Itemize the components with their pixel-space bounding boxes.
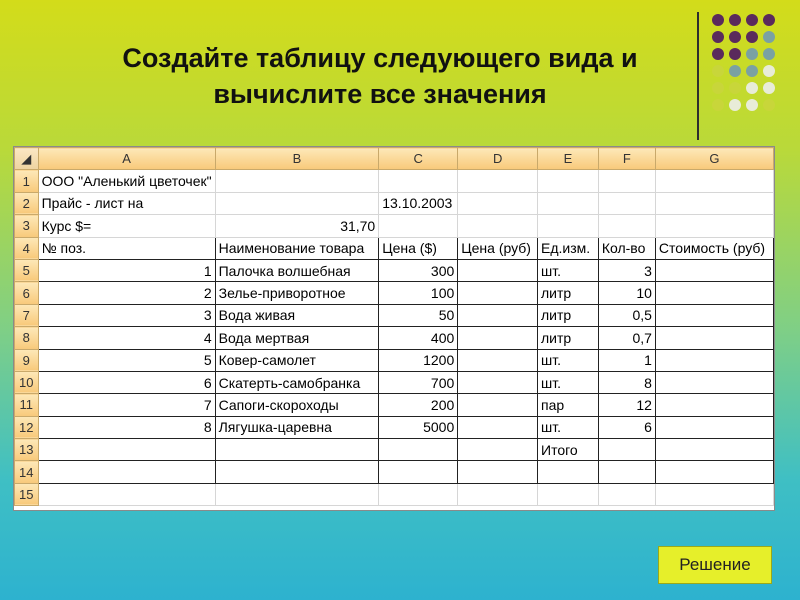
row-header: 4 (15, 237, 39, 259)
table-cell: 6 (598, 416, 655, 438)
table-row (15, 282, 774, 304)
table-row (15, 304, 774, 326)
table-cell (458, 439, 538, 461)
decorative-dot (746, 31, 758, 43)
table-cell (458, 170, 538, 192)
table-cell (598, 215, 655, 237)
table-cell: 700 (379, 371, 458, 393)
spreadsheet-table (14, 147, 774, 506)
table-cell (655, 304, 773, 326)
table-cell (655, 170, 773, 192)
table-cell: 200 (379, 394, 458, 416)
spreadsheet-image (13, 146, 775, 511)
table-cell: 8 (598, 371, 655, 393)
table-cell: 7 (38, 394, 215, 416)
row-header: 10 (15, 371, 39, 393)
table-cell (215, 483, 379, 505)
row-header: 13 (15, 439, 39, 461)
slide-title-line1: Создайте таблицу следующего вида и (122, 43, 638, 73)
table-cell (458, 349, 538, 371)
row-header: 12 (15, 416, 39, 438)
table-row (15, 259, 774, 281)
decorative-dot (729, 14, 741, 26)
table-cell: 300 (379, 259, 458, 281)
table-cell: 13.10.2003 (379, 192, 458, 214)
table-cell (538, 215, 599, 237)
table-cell: шт. (538, 416, 599, 438)
table-cell: шт. (538, 259, 599, 281)
table-cell: шт. (538, 371, 599, 393)
table-cell: 8 (38, 416, 215, 438)
table-cell: 10 (598, 282, 655, 304)
decorative-dot (746, 99, 758, 111)
decorative-dot (763, 99, 775, 111)
table-cell: шт. (538, 349, 599, 371)
table-cell: Цена ($) (379, 237, 458, 259)
table-cell: Курс $= (38, 215, 215, 237)
row-header: 11 (15, 394, 39, 416)
table-cell (538, 483, 599, 505)
table-row (15, 483, 774, 505)
decorative-dot (712, 31, 724, 43)
table-cell (598, 170, 655, 192)
table-cell (215, 170, 379, 192)
table-row (15, 170, 774, 192)
column-header: B (215, 148, 379, 170)
decorative-dot (746, 48, 758, 60)
table-cell: 1 (38, 259, 215, 281)
table-cell (655, 349, 773, 371)
table-row (15, 394, 774, 416)
table-cell (655, 282, 773, 304)
table-cell: литр (538, 327, 599, 349)
table-cell: 1200 (379, 349, 458, 371)
table-cell (458, 394, 538, 416)
row-header: 9 (15, 349, 39, 371)
decorative-dot (746, 82, 758, 94)
table-cell: литр (538, 282, 599, 304)
table-cell: Вода мертвая (215, 327, 379, 349)
decorative-dot (763, 48, 775, 60)
column-header: E (538, 148, 599, 170)
table-cell (655, 327, 773, 349)
table-cell: Итого (538, 439, 599, 461)
table-row (15, 237, 774, 259)
table-cell (655, 483, 773, 505)
table-cell (598, 439, 655, 461)
table-cell (458, 371, 538, 393)
decorative-dot (763, 14, 775, 26)
table-cell (655, 371, 773, 393)
table-cell: Зелье-приворотное (215, 282, 379, 304)
table-row (15, 439, 774, 461)
table-cell: Лягушка-царевна (215, 416, 379, 438)
table-cell: 1 (598, 349, 655, 371)
decorative-divider (697, 12, 699, 140)
table-cell (38, 439, 215, 461)
table-cell: 4 (38, 327, 215, 349)
table-cell: Ед.изм. (538, 237, 599, 259)
table-cell: 5000 (379, 416, 458, 438)
table-cell: 6 (38, 371, 215, 393)
table-row (15, 215, 774, 237)
table-cell: Прайс - лист на (38, 192, 215, 214)
table-row (15, 371, 774, 393)
table-cell: 400 (379, 327, 458, 349)
table-cell: пар (538, 394, 599, 416)
table-cell (655, 439, 773, 461)
table-cell: 50 (379, 304, 458, 326)
table-cell (379, 439, 458, 461)
table-cell (655, 416, 773, 438)
decorative-dot (712, 65, 724, 77)
table-cell (215, 439, 379, 461)
table-cell: Вода живая (215, 304, 379, 326)
table-cell (538, 170, 599, 192)
decorative-dot (712, 99, 724, 111)
table-cell: Скатерть-самобранка (215, 371, 379, 393)
decorative-dot (763, 31, 775, 43)
table-cell (655, 394, 773, 416)
decorative-dot (729, 82, 741, 94)
decorative-dot (746, 14, 758, 26)
column-header: A (38, 148, 215, 170)
table-cell (458, 483, 538, 505)
table-cell: Ковер-самолет (215, 349, 379, 371)
table-cell: 0,7 (598, 327, 655, 349)
table-cell: № поз. (38, 237, 215, 259)
table-cell: ООО "Аленький цветочек" (38, 170, 215, 192)
table-cell (379, 461, 458, 483)
decorative-dot (712, 14, 724, 26)
table-cell (458, 259, 538, 281)
decorative-dot (763, 65, 775, 77)
table-cell (458, 215, 538, 237)
column-header: G (655, 148, 773, 170)
decorative-dot (729, 65, 741, 77)
table-cell (379, 483, 458, 505)
table-cell: 2 (38, 282, 215, 304)
table-cell: Стоимость (руб) (655, 237, 773, 259)
row-header: 7 (15, 304, 39, 326)
table-cell: Наименование товара (215, 237, 379, 259)
decorative-dot (763, 82, 775, 94)
table-cell (655, 192, 773, 214)
row-header: 5 (15, 259, 39, 281)
table-cell: Цена (руб) (458, 237, 538, 259)
row-header: 8 (15, 327, 39, 349)
table-cell (655, 215, 773, 237)
table-row (15, 327, 774, 349)
table-cell (538, 192, 599, 214)
table-cell: Палочка волшебная (215, 259, 379, 281)
table-cell (458, 192, 538, 214)
table-cell (38, 461, 215, 483)
table-cell (38, 483, 215, 505)
table-cell (379, 215, 458, 237)
table-row (15, 349, 774, 371)
table-cell (458, 416, 538, 438)
table-cell: Сапоги-скороходы (215, 394, 379, 416)
decorative-dot (712, 48, 724, 60)
row-header: 2 (15, 192, 39, 214)
table-cell (598, 461, 655, 483)
decorative-dot (729, 31, 741, 43)
table-cell (598, 192, 655, 214)
table-cell (215, 192, 379, 214)
decorative-dot (729, 48, 741, 60)
table-row (15, 416, 774, 438)
table-cell: 3 (38, 304, 215, 326)
table-cell: 3 (598, 259, 655, 281)
table-cell (655, 461, 773, 483)
table-cell: Кол-во (598, 237, 655, 259)
row-header: 14 (15, 461, 39, 483)
row-header: 3 (15, 215, 39, 237)
slide-title (60, 40, 700, 112)
row-header: 1 (15, 170, 39, 192)
table-cell: 12 (598, 394, 655, 416)
table-cell (655, 259, 773, 281)
table-cell (379, 170, 458, 192)
decorative-dot (746, 65, 758, 77)
decorative-dot (729, 99, 741, 111)
table-row (15, 461, 774, 483)
table-cell (458, 461, 538, 483)
table-row (15, 192, 774, 214)
column-header: F (598, 148, 655, 170)
select-all-corner: ◢ (15, 148, 39, 170)
decorative-dot (712, 82, 724, 94)
table-cell (458, 327, 538, 349)
table-cell (598, 483, 655, 505)
row-header: 6 (15, 282, 39, 304)
row-header: 15 (15, 483, 39, 505)
table-cell (215, 461, 379, 483)
table-cell (458, 304, 538, 326)
solution-button[interactable]: Решение (658, 546, 772, 584)
table-cell: 100 (379, 282, 458, 304)
table-cell: литр (538, 304, 599, 326)
table-cell (538, 461, 599, 483)
column-header: C (379, 148, 458, 170)
table-cell: 5 (38, 349, 215, 371)
table-cell (458, 282, 538, 304)
table-cell: 0,5 (598, 304, 655, 326)
column-header: D (458, 148, 538, 170)
table-cell: 31,70 (215, 215, 379, 237)
slide-title-line2: вычислите все значения (213, 79, 547, 109)
